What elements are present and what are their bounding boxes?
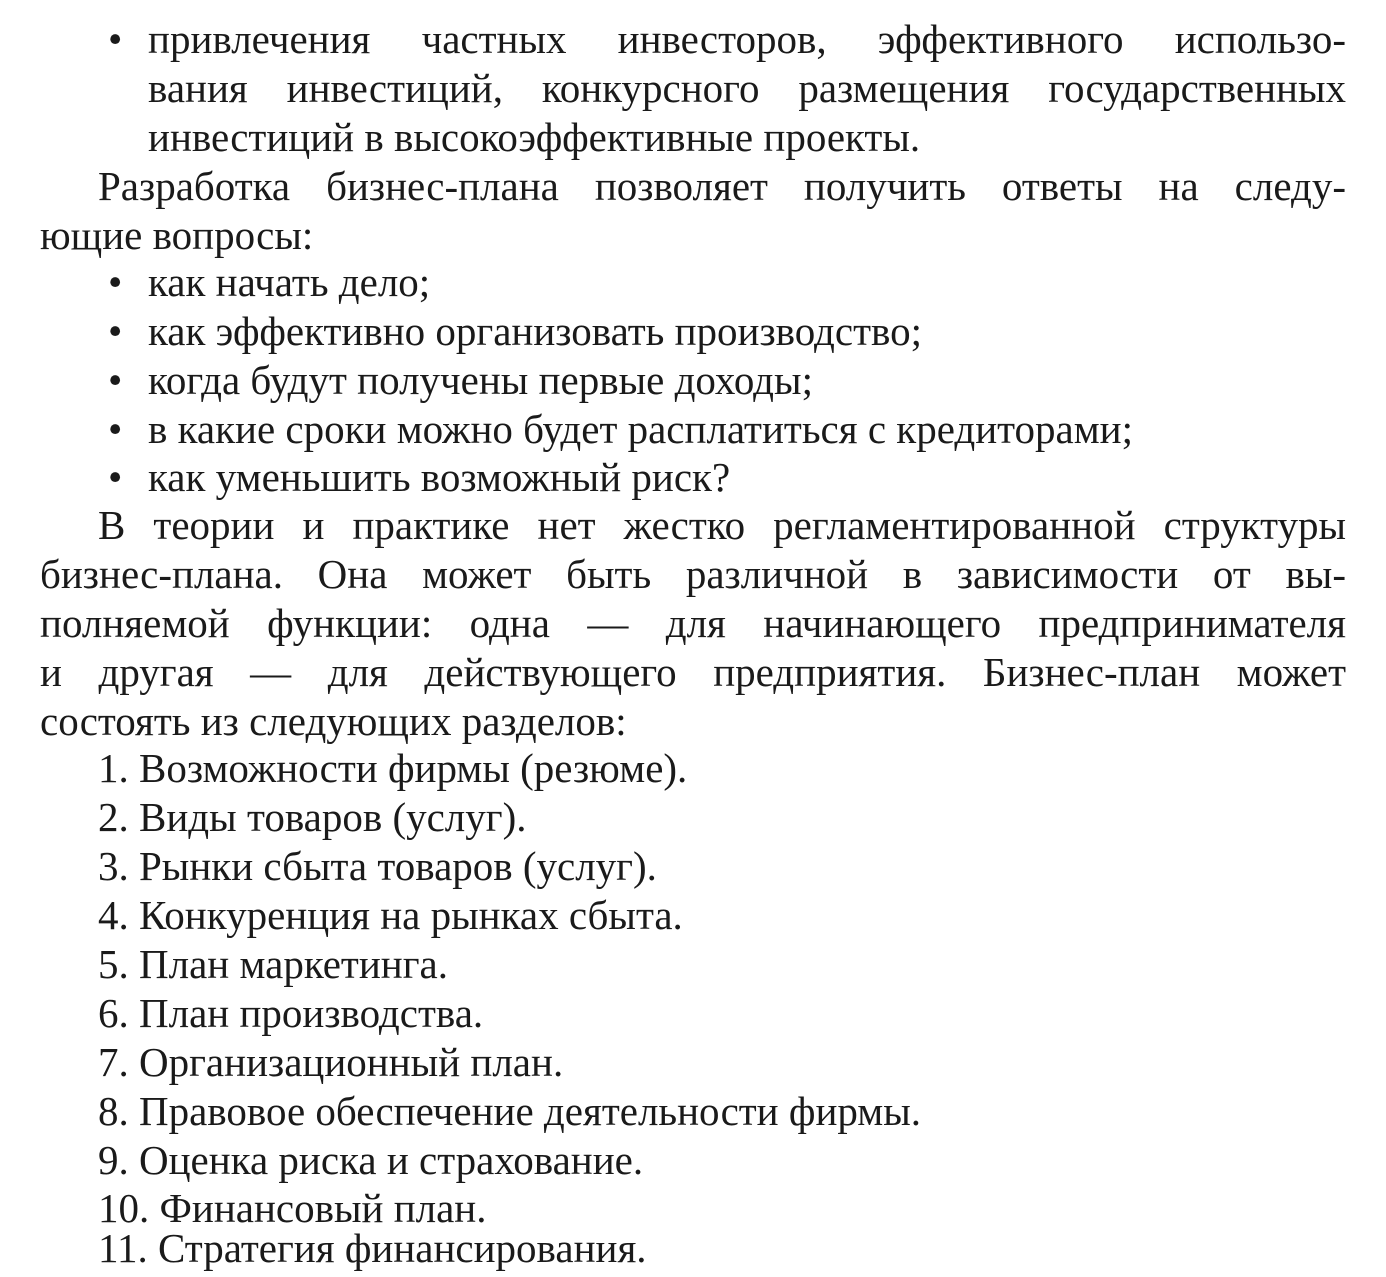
paragraph-line: бизнес-плана. Она может быть различной в зависимости от вы-: [40, 551, 1346, 597]
bullet-text-line: инвестиций в высокоэффективные проекты.: [148, 114, 921, 160]
section-item: 5. План маркетинга.: [98, 941, 448, 987]
section-item: 2. Виды товаров (услуг).: [98, 794, 527, 840]
bullet-text-line: вания инвестиций, конкурсного размещения государственных: [148, 65, 1346, 111]
bullet-marker: •: [108, 357, 123, 403]
section-item: 1. Возможности фирмы (резюме).: [98, 745, 688, 791]
paragraph-line: и другая — для действующего предприятия. Бизнес-план может: [40, 649, 1346, 695]
section-item: 4. Конкуренция на рынках сбыта.: [98, 892, 683, 938]
question-item: в какие сроки можно будет расплатиться с кредиторами;: [148, 406, 1134, 452]
bullet-marker: •: [108, 259, 123, 305]
section-item: 3. Рынки сбыта товаров (услуг).: [98, 843, 657, 889]
question-item: как начать дело;: [148, 259, 431, 305]
question-item: как уменьшить возможный риск?: [148, 454, 731, 500]
section-item: 10. Финансовый план.: [98, 1185, 487, 1231]
paragraph-line: состоять из следующих разделов:: [40, 698, 627, 744]
section-item: 11. Стратегия финансирования.: [98, 1225, 647, 1271]
question-item: когда будут получены первые доходы;: [148, 357, 813, 403]
section-item: 7. Организационный план.: [98, 1039, 564, 1085]
bullet-marker: •: [108, 406, 123, 452]
bullet-marker: •: [108, 16, 123, 62]
paragraph-line: ющие вопросы:: [40, 212, 314, 258]
paragraph-line: Разработка бизнес-плана позволяет получить ответы на следу-: [98, 163, 1346, 209]
section-item: 6. План производства.: [98, 990, 484, 1036]
paragraph-line: В теории и практике нет жестко регламентированной структуры: [98, 502, 1346, 548]
bullet-marker: •: [108, 308, 123, 354]
question-item: как эффективно организовать производство;: [148, 308, 922, 354]
section-item: 9. Оценка риска и страхование.: [98, 1137, 644, 1183]
paragraph-line: полняемой функции: одна — для начинающего предпринимателя: [40, 600, 1346, 646]
bullet-text-line: привлечения частных инвесторов, эффективного использо-: [148, 16, 1346, 62]
section-item: 8. Правовое обеспечение деятельности фирмы.: [98, 1088, 922, 1134]
bullet-marker: •: [108, 454, 123, 500]
